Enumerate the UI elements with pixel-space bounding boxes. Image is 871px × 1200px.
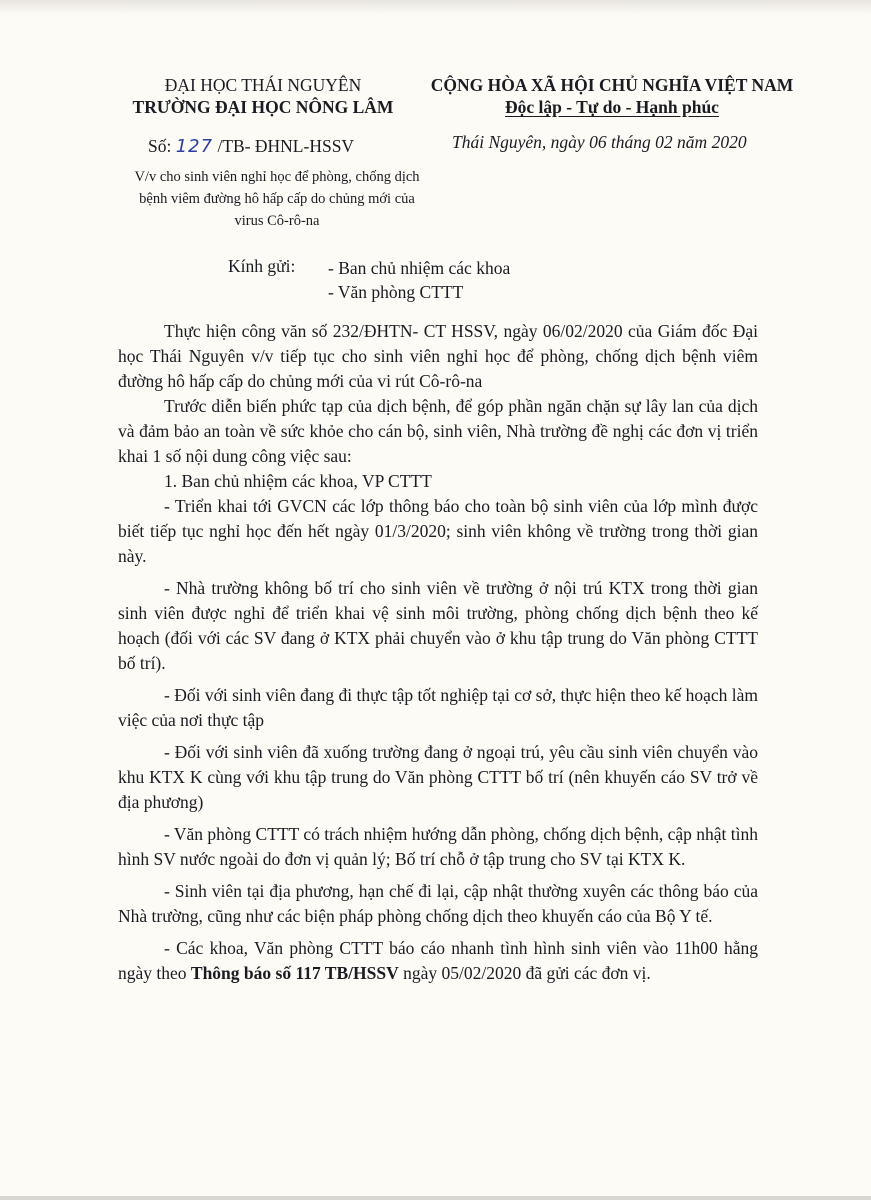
recipients-label: Kính gửi: <box>228 256 296 276</box>
bullet-item: - Đối với sinh viên đã xuống trường đang ở ngoại trú, yêu cầu sinh viên chuyển vào khu KTX K cùng với khu tập trung do Văn phòng CTTT bố trí (nên khuyến cáo SV trở về địa phương) <box>118 742 758 812</box>
recipient-item: - Ban chủ nhiệm các khoa <box>328 258 511 278</box>
paragraph-intro: Thực hiện công văn số 232/ĐHTN- CT HSSV, ngày 06/02/2020 của Giám đốc Đại học Thái Nguyên v/v tiếp tục cho sinh viên nghỉ học để phòng, chống dịch bệnh viêm đường hô hấp cấp do chủng mới của vi rút Cô-rô-na <box>118 321 758 391</box>
document-number-suffix: /TB- ĐHNL-HSSV <box>217 136 355 156</box>
section-heading: 1. Ban chủ nhiệm các khoa, VP CTTT <box>164 471 432 491</box>
country-name: CỘNG HÒA XÃ HỘI CHỦ NGHĨA VIỆT NAM <box>430 75 794 95</box>
document-number-prefix: Số: <box>148 136 172 156</box>
bullet-item: - Nhà trường không bố trí cho sinh viên về trường ở nội trú KTX trong thời gian sinh viên được nghỉ để triển khai vệ sinh môi trường, phòng chống dịch bệnh theo kế hoạch (đối với các SV đang ở KTX phải chuyển vào ở khu tập trung do Văn phòng CTTT bố trí). <box>118 578 758 673</box>
recipient-item: - Văn phòng CTTT <box>328 282 464 302</box>
organization-name: TRƯỜNG ĐẠI HỌC NÔNG LÂM <box>132 97 394 117</box>
bullet-item: - Sinh viên tại địa phương, hạn chế đi lại, cập nhật thường xuyên các thông báo của Nhà trường, cũng như các biện pháp phòng chống dịch theo khuyến cáo của Bộ Y tế. <box>118 881 758 926</box>
national-motto: Độc lập - Tự do - Hạnh phúc <box>505 97 719 117</box>
referenced-notice: Thông báo số 117 TB/HSSV <box>190 963 399 983</box>
bullet-item-reporting <box>118 936 758 986</box>
handwritten-number: 127 <box>175 136 214 157</box>
reporting-text-end: ngày 05/02/2020 đã gửi các đơn vị. <box>398 963 651 983</box>
document-number <box>148 136 354 157</box>
bullet-item: - Triển khai tới GVCN các lớp thông báo cho toàn bộ sinh viên của lớp mình được biết tiếp tục nghỉ học đến hết ngày 01/3/2020; sinh viên không về trường trong thời gian này. <box>118 496 758 566</box>
bullet-item: - Đối với sinh viên đang đi thực tập tốt nghiệp tại cơ sở, thực hiện theo kế hoạch làm việc của nơi thực tập <box>118 685 758 730</box>
paragraph-context: Trước diễn biến phức tạp của dịch bệnh, để góp phần ngăn chặn sự lây lan của dịch và đảm bảo an toàn về sức khỏe cho cán bộ, sinh viên, Nhà trường đề nghị các đơn vị triển khai 1 số nội dung công việc sau: <box>118 396 758 466</box>
scan-edge-bottom <box>0 1196 871 1200</box>
reporting-text-start: - Các khoa, Văn phòng CTTT báo cáo nhanh tình hình sinh viên vào 11h00 hằng ngày theo <box>118 938 758 983</box>
national-heading <box>402 74 822 118</box>
issuer-block <box>118 74 408 118</box>
recipients-list <box>328 256 510 304</box>
scan-edge-top <box>0 0 871 14</box>
document-body <box>118 319 758 986</box>
bullet-item: - Văn phòng CTTT có trách nhiệm hướng dẫn phòng, chống dịch bệnh, cập nhật tình hình SV nước ngoài do đơn vị quản lý; Bố trí chỗ ở tập trung cho SV tại KTX K. <box>118 824 759 869</box>
document-date: Thái Nguyên, ngày 06 tháng 02 năm 2020 <box>452 132 747 152</box>
parent-organization: ĐẠI HỌC THÁI NGUYÊN <box>164 75 362 95</box>
document-subject: V/v cho sinh viên nghỉ học để phòng, chống dịch bệnh viêm đường hô hấp cấp do chủng mới của virus Cô-rô-na <box>134 169 420 229</box>
